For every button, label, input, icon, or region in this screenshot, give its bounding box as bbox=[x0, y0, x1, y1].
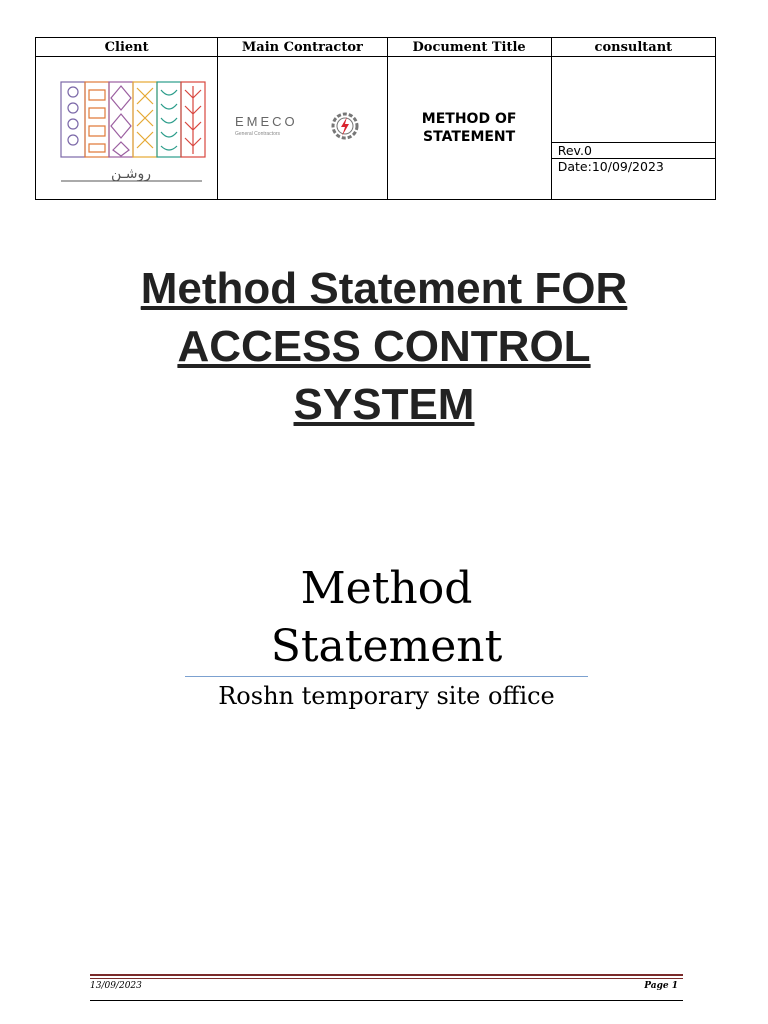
doc-title-line1: METHOD OF bbox=[421, 111, 517, 127]
consultant-logo-area bbox=[552, 57, 715, 143]
main-title-line3: SYSTEM bbox=[293, 380, 475, 429]
title-divider bbox=[185, 676, 588, 677]
ms-title-line2: Statement bbox=[270, 621, 503, 672]
doc-title-line2: STATEMENT bbox=[423, 129, 516, 145]
footer-rule-top-thin bbox=[90, 978, 683, 979]
roshn-logo bbox=[47, 68, 207, 188]
footer-date: 13/09/2023 bbox=[90, 981, 142, 991]
footer-rule-bottom bbox=[90, 1000, 683, 1001]
header-doc-title-label: Document Title bbox=[387, 38, 551, 57]
document-header-table bbox=[35, 37, 716, 200]
document-main-title bbox=[0, 260, 768, 434]
header-contractor-label: Main Contractor bbox=[218, 38, 387, 57]
roshn-logo-text: روشـن bbox=[110, 166, 151, 182]
header-client-label: Client bbox=[36, 38, 218, 57]
doc-title-cell bbox=[387, 57, 551, 200]
header-consultant-label: consultant bbox=[551, 38, 715, 57]
method-statement-title bbox=[185, 560, 588, 676]
project-subtitle: Roshn temporary site office bbox=[218, 682, 555, 710]
gear-bolt-icon bbox=[333, 114, 357, 138]
consultant-cell bbox=[551, 57, 715, 200]
emeco-logo-name: EMECO bbox=[235, 114, 299, 129]
main-title-line1: Method Statement FOR bbox=[140, 264, 628, 313]
emeco-logo bbox=[227, 106, 377, 146]
emeco-logo-tagline: General Contractors bbox=[235, 131, 281, 137]
ms-title-line1: Method bbox=[300, 563, 473, 614]
client-logo-cell bbox=[36, 57, 218, 200]
date-label: Date:10/09/2023 bbox=[557, 159, 664, 174]
contractor-logo-cell bbox=[218, 57, 387, 200]
main-title-line2: ACCESS CONTROL bbox=[177, 322, 591, 371]
footer-page-number: Page 1 bbox=[644, 981, 678, 991]
revision-label: Rev.0 bbox=[552, 143, 715, 159]
footer-rule-top bbox=[90, 974, 683, 976]
